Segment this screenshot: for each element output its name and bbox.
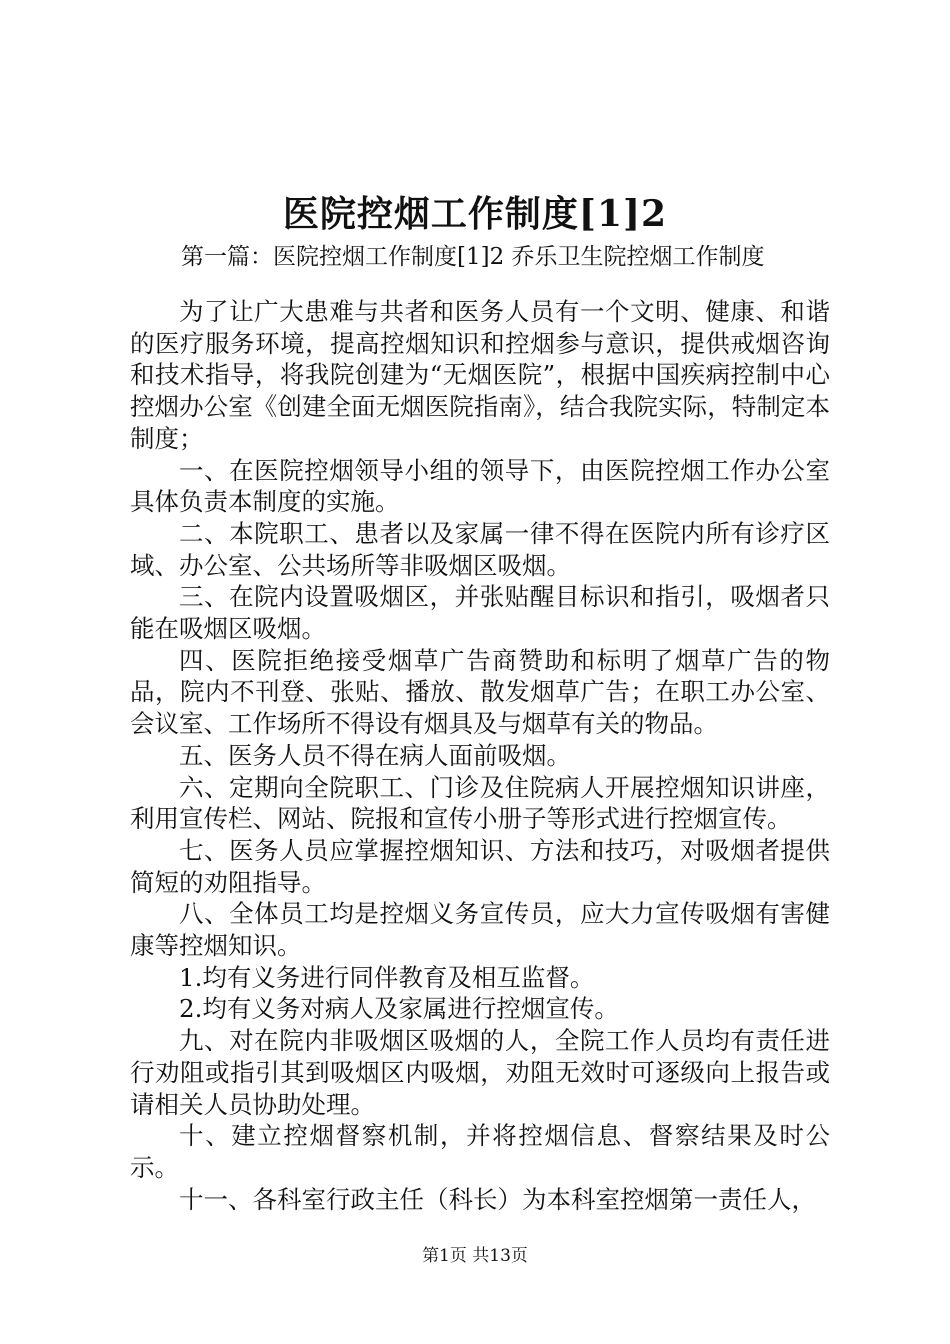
paragraph: 为了让广大患难与共者和医务人员有一个文明、健康、和谐的医疗服务环境，提高控烟知识和控烟参与意识，提供戒烟咨询和技术指导，将我院创建为“无烟医院”，根据中国疾病控制中心控烟办公室《创建全面无烟医院指南》，结合我院实际，特制定本制度； [130, 297, 830, 453]
page-number: 第1页 共13页 [422, 1246, 528, 1266]
paragraph: 九、对在院内非吸烟区吸烟的人，全院工作人员均有责任进行劝阻或指引其到吸烟区内吸烟，劝阻无效时可逐级向上报告或请相关人员协助处理。 [130, 1026, 830, 1119]
paragraph: 二、本院职工、患者以及家属一律不得在医院内所有诊疗区域、办公室、公共场所等非吸烟区吸烟。 [130, 518, 830, 580]
paragraph: 六、定期向全院职工、门诊及住院病人开展控烟知识讲座，利用宣传栏、网站、院报和宣传小册子等形式进行控烟宣传。 [130, 772, 830, 834]
paragraph: 一、在医院控烟领导小组的领导下，由医院控烟工作办公室具体负责本制度的实施。 [130, 455, 830, 517]
paragraph: 八、全体员工均是控烟义务宣传员，应大力宣传吸烟有害健康等控烟知识。 [130, 899, 830, 961]
paragraph: 五、医务人员不得在病人面前吸烟。 [179, 740, 571, 770]
paragraph: 四、医院拒绝接受烟草广告商赞助和标明了烟草广告的物品，院内不刊登、张贴、播放、散发烟草广告；在职工办公室、会议室、工作场所不得设有烟具及与烟草有关的物品。 [130, 645, 830, 739]
paragraph: 1.均有义务进行同伴教育及相互监督。 [179, 962, 595, 992]
paragraph: 七、医务人员应掌握控烟知识、方法和技巧，对吸烟者提供简短的劝阻指导。 [130, 835, 830, 897]
paragraph: 十一、各科室行政主任（科长）为本科室控烟第一责任人， [179, 1184, 816, 1214]
document-title: 医院控烟工作制度[1]2 [282, 193, 668, 235]
paragraph: 十、建立控烟督察机制，并将控烟信息、督察结果及时公示。 [130, 1121, 830, 1182]
paragraph: 2.均有义务对病人及家属进行控烟宣传。 [179, 994, 619, 1024]
paragraph: 三、在院内设置吸烟区，并张贴醒目标识和指引，吸烟者只能在吸烟区吸烟。 [130, 582, 830, 644]
document-subtitle: 第一篇：医院控烟工作制度[1]2 乔乐卫生院控烟工作制度 [181, 244, 765, 270]
document-body [130, 296, 830, 1215]
